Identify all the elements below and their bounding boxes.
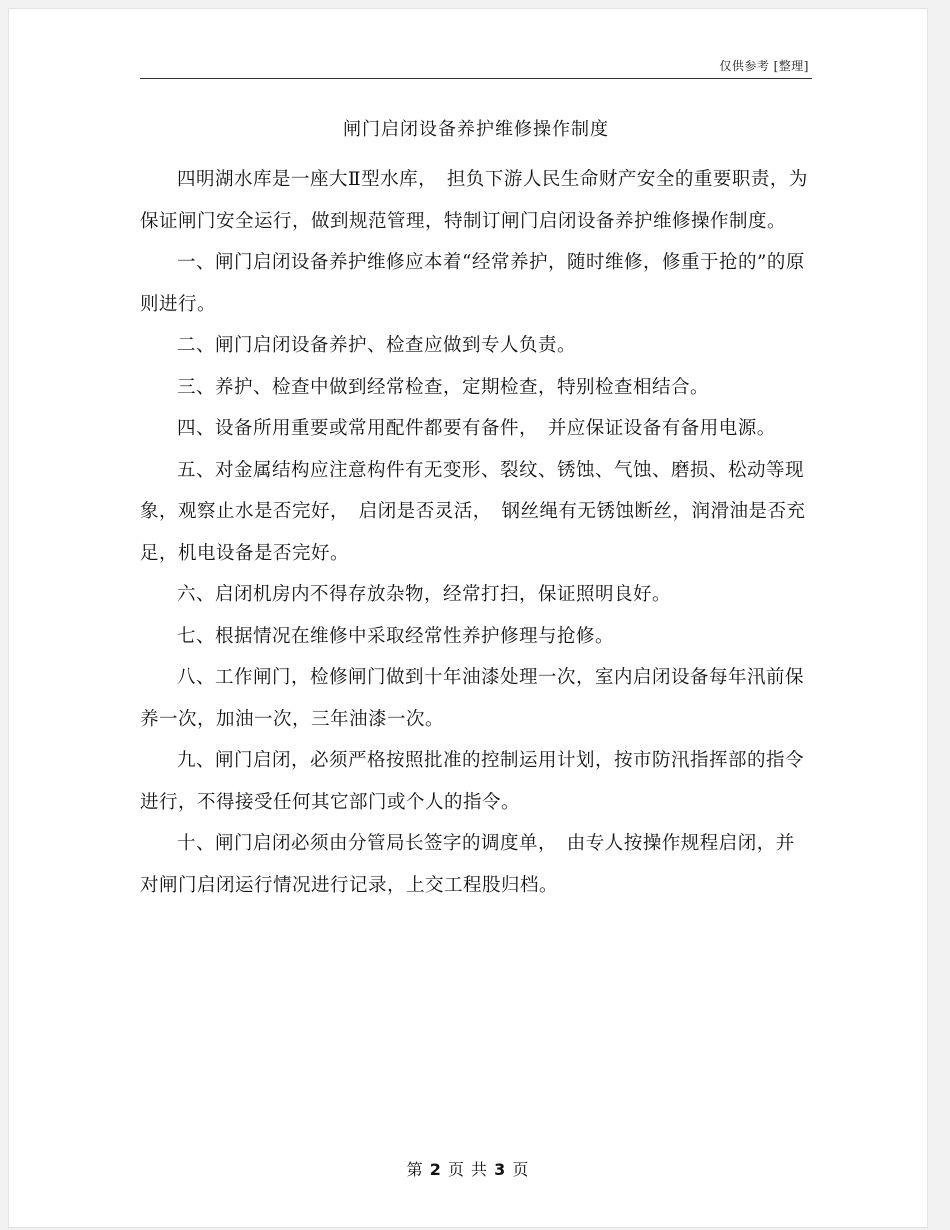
intro-paragraph: 四明湖水库是一座大Ⅱ型水库， 担负下游人民生命财产安全的重要职责，为保证闸门安全运行，做到规范管理，特制订闸门启闭设备养护维修操作制度。 (140, 169, 808, 232)
page-footer (9, 1157, 927, 1180)
rule-paragraph-10: 十、闸门启闭必须由分管局长签字的调度单， 由专人按操作规程启闭，并对闸门启闭运行情况进行记录，上交工程股归档。 (140, 833, 795, 896)
rule-paragraph-4: 四、设备所用重要或常用配件都要有备件， 并应保证设备有备用电源。 (177, 418, 776, 439)
rule-paragraph-5: 五、对金属结构应注意构件有无变形、裂纹、锈蚀、气蚀、磨损、松动等现象，观察止水是否完好， 启闭是否灵活， 钢丝绳有无锈蚀断丝，润滑油是否充足，机电设备是否完好。 (140, 459, 806, 564)
header-note: 仅供参考 [整理] (719, 59, 809, 73)
document-body (140, 159, 812, 906)
rule-paragraph-2: 二、闸门启闭设备养护、检查应做到专人负责。 (177, 335, 577, 356)
rule-paragraph-3: 三、养护、检查中做到经常检查，定期检查，特别检查相结合。 (177, 376, 710, 398)
total-pages-number: 3 (494, 1160, 507, 1179)
document-title: 闸门启闭设备养护维修操作制度 (343, 119, 609, 140)
rule-paragraph-1: 一、闸门启闭设备养护维修应本着“经常养护，随时维修，修重于抢的”的原则进行。 (140, 252, 805, 315)
rule-paragraph-7: 七、根据情况在维修中采取经常性养护修理与抢修。 (177, 625, 615, 647)
footer-prefix: 第 (406, 1160, 424, 1179)
rule-paragraph-6: 六、启闭机房内不得存放杂物，经常打扫，保证照明良好。 (177, 584, 672, 605)
footer-middle: 页 共 (447, 1160, 489, 1179)
header-rule (140, 78, 812, 79)
footer-suffix: 页 (512, 1160, 530, 1179)
rule-paragraph-8: 八、工作闸门，检修闸门做到十年油漆处理一次，室内启闭设备每年汛前保养一次，加油一次，三年油漆一次。 (140, 667, 805, 730)
rule-paragraph-9: 九、闸门启闭，必须严格按照批准的控制运用计划，按市防汛指挥部的指令进行，不得接受任何其它部门或个人的指令。 (140, 750, 805, 813)
current-page-number: 2 (429, 1160, 442, 1179)
document-page (8, 8, 928, 1228)
